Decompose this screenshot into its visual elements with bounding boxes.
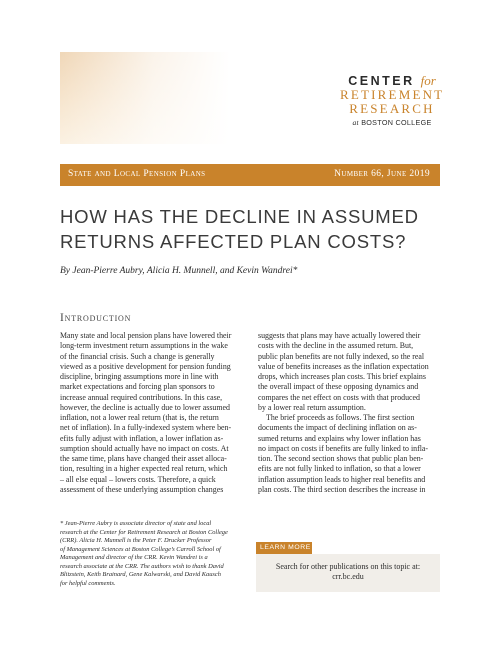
text-line: sumption should actually have no impact on costs. At — [60, 443, 229, 453]
text-line: suggests that plans may have actually lowered their — [258, 331, 421, 340]
crr-logo — [340, 74, 444, 127]
series-band — [60, 164, 440, 186]
text-line: The brief proceeds as follows. The first section — [266, 413, 415, 422]
text-line: public plan benefits are not fully indexed, so the real — [258, 351, 425, 361]
learn-more-tab: LEARN MORE — [256, 542, 312, 554]
text-line: value of benefits increases as the inflation expectation — [258, 361, 429, 371]
learn-more-text: Search for other publications on this topic at: — [275, 562, 421, 571]
learn-more-link[interactable]: crr.bc.edu — [332, 572, 364, 581]
series-name: State and Local Pension Plans — [68, 169, 206, 179]
text-line: increase annual required contributions. In this case, — [60, 392, 223, 402]
footnote-line: (CRR). Alicia H. Munnell is the Peter F. Drucker Professor — [60, 537, 212, 544]
section-heading-introduction: Introduction — [60, 312, 132, 324]
text-line: no impact on costs if benefits are fully linked to infla- — [258, 443, 429, 453]
footnote-line: for helpful comments. — [60, 579, 116, 587]
text-line: drops, which increases plan costs. This brief explains — [258, 372, 426, 381]
text-line: long-term investment return assumptions in the wake — [60, 341, 228, 351]
text-line: net of inflation). In a fully-indexed system where ben- — [60, 423, 232, 433]
footnote-line: research at the Center for Retirement Research at Boston College — [60, 528, 228, 536]
text-line: the same time, plans have changed their asset alloca- — [60, 454, 227, 463]
logo-line-center: CENTER for — [348, 73, 436, 88]
title-line-1: HOW HAS THE DECLINE IN ASSUMED — [60, 206, 419, 227]
author-byline: By Jean-Pierre Aubry, Alicia H. Munnell, and Kevin Wandrei* — [60, 266, 298, 276]
logo-line-boston-college: at BOSTON COLLEGE — [352, 118, 432, 127]
text-line: costs with the decline in the assumed return. But, — [258, 341, 414, 351]
body-column-left — [60, 331, 246, 495]
body-column-right — [258, 331, 444, 495]
footnote-line: research associate at the CRR. The authors wish to thank David — [60, 562, 224, 570]
text-line: by a lower real return assumption. — [258, 402, 366, 412]
text-line: tion. The second section shows that public plan ben- — [258, 454, 424, 463]
text-line: efits are not fully linked to inflation, so that a lower — [258, 464, 421, 474]
footnote-line: Management and director of the CRR. Kevin Wandrei is a — [60, 554, 208, 561]
learn-more-box — [256, 554, 440, 592]
logo-line-retirement: RETIREMENT — [340, 87, 445, 102]
title-line-2: RETURNS AFFECTED PLAN COSTS? — [60, 231, 407, 252]
text-line: efits fully adjust with inflation, a lower inflation as- — [60, 433, 224, 443]
text-line: inflation, not a lower real return (that is, the return — [60, 413, 219, 422]
logo-line-research: RESEARCH — [349, 101, 435, 116]
text-line: viewed as a positive development for pension funding — [60, 361, 231, 371]
text-line: tion, resulting in a higher expected real return, which — [60, 464, 228, 474]
text-line: of the financial crisis. Such a change is generally — [60, 351, 215, 361]
text-line: sumed returns and explains why lower inflation has — [258, 433, 421, 443]
text-line: Many state and local pension plans have lowered their — [60, 331, 232, 340]
text-line: however, the decline is actually due to lower assumed — [60, 402, 230, 412]
header-gradient-block — [60, 52, 230, 144]
text-line: the overall impact of these opposing dynamics and — [258, 382, 419, 392]
footnote-line: Blitzstein, Keith Brainard, Gene Kalwarski, and David Kausch — [60, 571, 221, 578]
text-line: market expectations and forcing plan sponsors to — [60, 382, 215, 392]
text-line: documents the impact of declining inflation on as- — [258, 423, 417, 433]
text-line: plan costs. The third section describes the increase in — [258, 484, 426, 494]
text-line: – all else equal – lowers costs. Therefore, a quick — [60, 474, 216, 484]
footnote-line: * Jean-Pierre Aubry is associate director of state and local — [60, 520, 212, 527]
text-line: discipline, bringing assumptions more in line with — [60, 372, 219, 381]
author-footnote — [60, 520, 248, 588]
footnote-line: of Management Sciences at Boston College’s Carroll School of — [60, 545, 221, 553]
text-line: compares the net effect on costs with that produced — [258, 392, 420, 402]
brief-title — [60, 204, 450, 254]
text-line: assessment of these underlying assumption changes — [60, 484, 224, 494]
issue-number-date: Number 66, June 2019 — [334, 169, 430, 179]
text-line: inflation assumption leads to higher real benefits and — [258, 474, 426, 484]
